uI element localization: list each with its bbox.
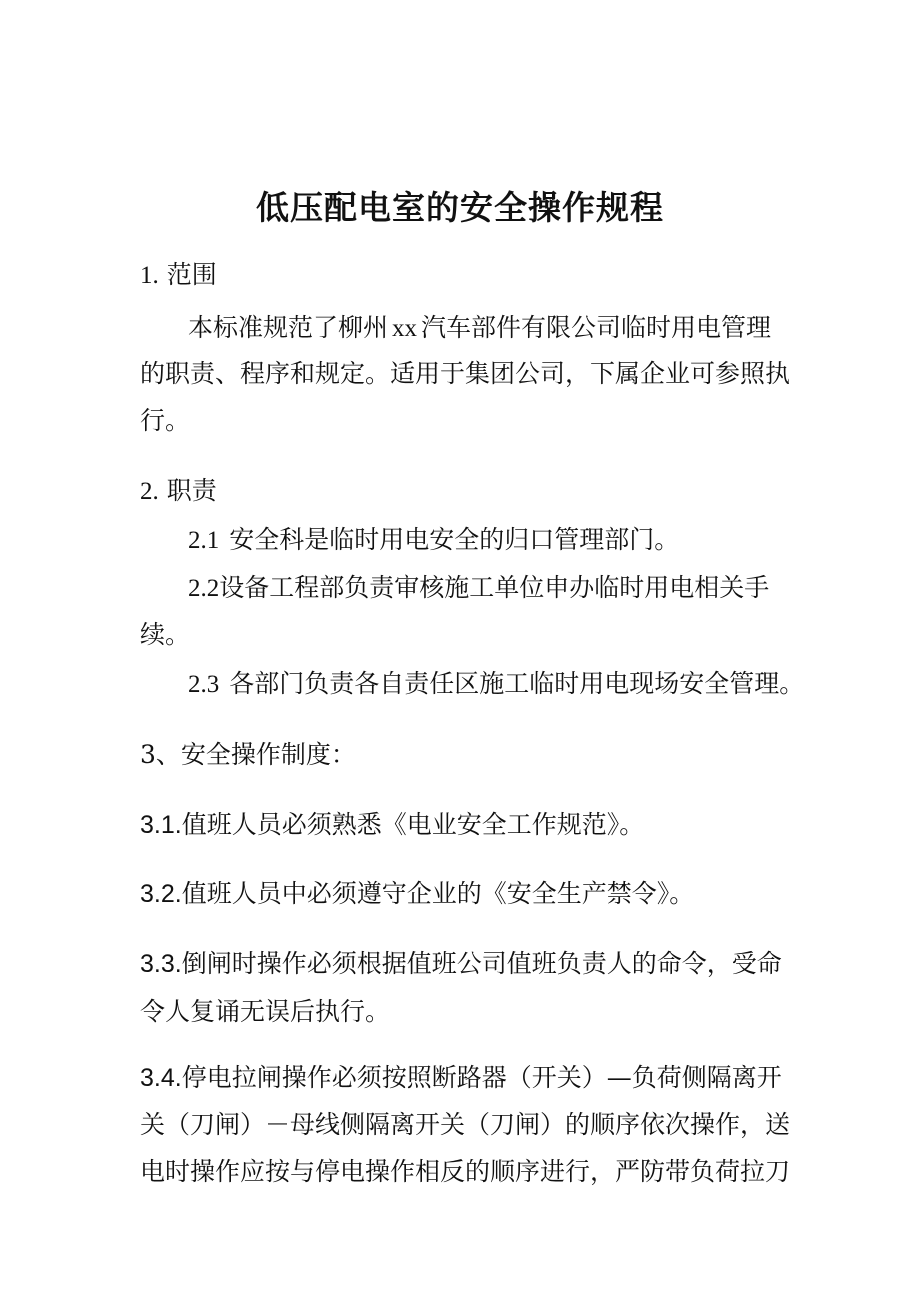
rule-3-4-line-3: 电时操作应按与停电操作相反的顺序进行，严防带负荷拉刀 — [140, 1157, 791, 1186]
section-1-paragraph-line-1: 本标准规范了柳州 xx 汽车部件有限公司临时用电管理 — [188, 313, 772, 342]
item-2-1: 2.1 安全科是临时用电安全的归口管理部门。 — [188, 525, 680, 554]
rule-3-1: 3.1.值班人员必须熟悉《电业安全工作规范》。 — [140, 810, 645, 839]
rule-3-3-line-1: 3.3.倒闸时操作必须根据值班公司值班负责人的命令，受命 — [140, 949, 782, 978]
item-2-2-line-1: 2.2设备工程部负责审核施工单位申办临时用电相关手 — [188, 573, 770, 602]
rule-3-4-line-1: 3.4.停电拉闸操作必须按照断路器（开关）—负荷侧隔离开 — [140, 1063, 782, 1092]
section-2-number: 2. — [140, 478, 159, 505]
section-1-number: 1. — [140, 262, 159, 289]
section-2-title: 职责 — [166, 476, 217, 505]
rule-3-3-line-2: 令人复诵无误后执行。 — [140, 997, 391, 1026]
item-2-3: 2.3 各部门负责各自责任区施工临时用电现场安全管理。 — [188, 669, 805, 698]
item-2-2-line-2: 续。 — [140, 620, 191, 649]
section-1-heading — [140, 257, 217, 294]
section-3-heading: 3、安全操作制度： — [140, 740, 356, 769]
rule-3-2: 3.2.值班人员中必须遵守企业的《安全生产禁令》。 — [140, 879, 695, 908]
rule-3-4-line-2: 关（刀闸）－母线侧隔离开关（刀闸）的顺序依次操作，送 — [140, 1110, 791, 1139]
section-1-title: 范围 — [166, 260, 217, 289]
section-1-paragraph-line-3: 行。 — [140, 406, 191, 435]
document-title: 低压配电室的安全操作规程 — [256, 188, 664, 227]
section-1-paragraph-line-2: 的职责、程序和规定。适用于集团公司，下属企业可参照执 — [140, 359, 791, 388]
section-2-heading — [140, 473, 217, 510]
